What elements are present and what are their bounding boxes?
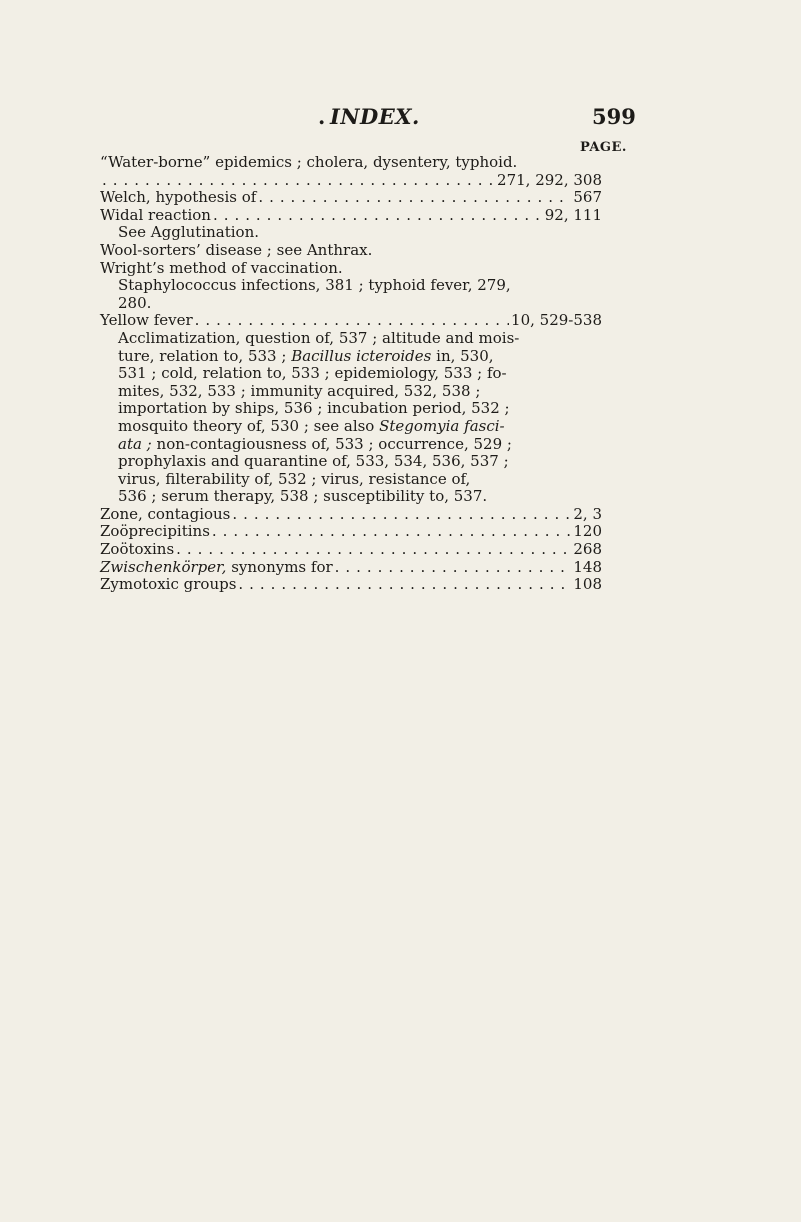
index-entry-yellow-fever: Yellow fever . . . 10, 529-538 <box>100 312 602 330</box>
index-entry-wright: Wright’s method of vaccination. <box>100 258 343 277</box>
index-entry-wool-sorters: Wool-sorters’ disease ; see Anthrax. <box>100 240 373 259</box>
page-title: INDEX. <box>330 104 420 129</box>
index-subentry-yellow-fever-1: Acclimatization, question of, 537 ; altitude and mois- <box>118 328 520 347</box>
index-subentry-yellow-fever-3: 531 ; cold, relation to, 533 ; epidemiology, 533 ; fo- <box>118 364 507 383</box>
index-entry-water-borne: “Water-borne” epidemics ; cholera, dysentery, typhoid. <box>100 153 518 171</box>
index-subentry-yellow-fever-4: mites, 532, 533 ; immunity acquired, 532, 538 ; <box>118 381 481 400</box>
index-subentry-wright-1: Staphylococcus infections, 381 ; typhoid fever, 279, <box>118 276 511 295</box>
index-entry-welch: Welch, hypothesis of . . . 567 <box>100 189 602 207</box>
page-column-header: PAGE. <box>580 140 627 155</box>
italic-term: Bacillus icteroides <box>291 346 432 365</box>
leader-dots <box>212 523 571 541</box>
leader-dots <box>176 541 571 559</box>
leader-dots <box>213 207 543 225</box>
leader-dots <box>102 172 495 190</box>
leader-dots <box>232 506 571 524</box>
leader-dots <box>258 189 571 207</box>
index-subentry-yellow-fever-6: mosquito theory of, 530 ; see also Stegomyia fasci- <box>118 416 505 435</box>
page-header <box>0 104 801 134</box>
index-entry-zone: Zone, contagious . . . 2, 3 <box>100 506 602 524</box>
italic-term: Stegomyia fasci- <box>379 416 505 435</box>
index-list <box>100 154 602 594</box>
page-number: 599 <box>592 104 636 129</box>
index-entry-zooprecipitins: Zoöprecipitins . . . 120 <box>100 523 602 541</box>
index-subentry-wright-2: 280. <box>118 293 152 312</box>
leader-dots <box>335 559 572 577</box>
index-subentry-yellow-fever-9: virus, filterability of, 532 ; virus, resistance of, <box>118 469 471 488</box>
index-entry-widal: Widal reaction . . . 92, 111 <box>100 207 602 225</box>
index-subentry-yellow-fever-8: prophylaxis and quarantine of, 533, 534, 536, 537 ; <box>118 452 509 471</box>
index-subentry-yellow-fever-2: ture, relation to, 533 ; Bacillus icteroides in, 530, <box>118 346 494 365</box>
index-subentry-yellow-fever-7: ata ; non-contagiousness of, 533 ; occurrence, 529 ; <box>118 434 512 453</box>
italic-term: Zwischenkörper, <box>100 557 227 576</box>
index-entry-zootoxins: Zoötoxins . . . 268 <box>100 541 602 559</box>
header-dot: . <box>318 104 326 129</box>
index-entry-zymotoxic: Zymotoxic groups . . . 108 <box>100 576 602 594</box>
index-subentry-yellow-fever-5: importation by ships, 536 ; incubation period, 532 ; <box>118 399 510 418</box>
leader-dots <box>238 576 571 594</box>
index-subentry-see-agglutination: See Agglutination. <box>118 223 260 242</box>
index-entry-zwischenkorper: Zwischenkörper, synonyms for . . . 148 <box>100 559 602 577</box>
leader-dots <box>195 312 509 330</box>
index-subentry-yellow-fever-10: 536 ; serum therapy, 538 ; susceptibility to, 537. <box>118 487 488 506</box>
italic-term: ata ; <box>118 434 152 453</box>
index-entry-water-borne-pages: . . . 271, 292, 308 <box>100 172 602 190</box>
